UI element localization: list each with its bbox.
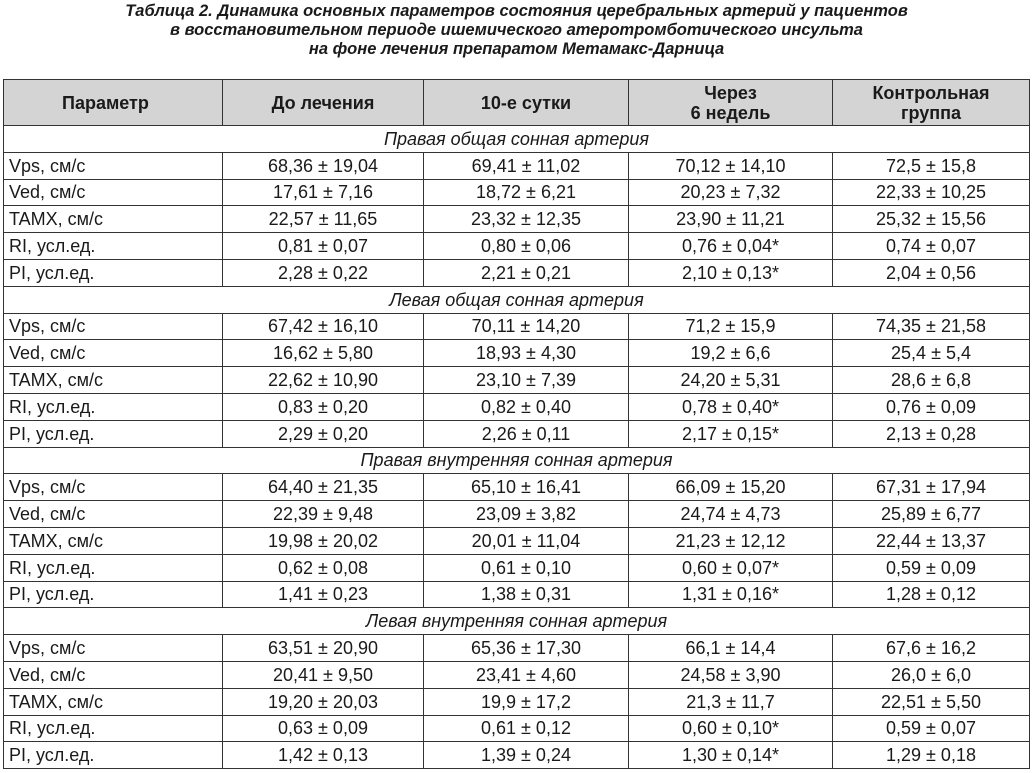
day-10-cell: 70,11 ± 14,20	[424, 313, 629, 340]
day-10-cell: 23,09 ± 3,82	[424, 501, 629, 528]
table-caption	[0, 2, 1033, 59]
table-header-row	[4, 80, 1030, 126]
control-group-cell: 25,32 ± 15,56	[833, 206, 1030, 233]
header-after-6-weeks-line1: Через	[704, 82, 757, 103]
parameter-cell: PI, усл.ед.	[4, 742, 223, 769]
section-title: Левая внутренняя сонная артерия	[4, 608, 1030, 635]
parameter-cell: Vps, см/с	[4, 635, 223, 662]
table-row	[4, 313, 1030, 340]
parameter-cell: Vps, см/с	[4, 313, 223, 340]
day-10-cell: 0,61 ± 0,12	[424, 715, 629, 742]
parameter-cell: PI, усл.ед.	[4, 259, 223, 286]
control-group-cell: 25,89 ± 6,77	[833, 501, 1030, 528]
parameter-cell: RI, усл.ед.	[4, 233, 223, 260]
after-6-weeks-cell: 23,90 ± 11,21	[629, 206, 833, 233]
before-treatment-cell: 22,57 ± 11,65	[223, 206, 424, 233]
table-body	[4, 126, 1030, 769]
before-treatment-cell: 22,39 ± 9,48	[223, 501, 424, 528]
control-group-cell: 0,74 ± 0,07	[833, 233, 1030, 260]
control-group-cell: 67,6 ± 16,2	[833, 635, 1030, 662]
parameters-table	[3, 79, 1030, 769]
day-10-cell: 23,41 ± 4,60	[424, 661, 629, 688]
table-row	[4, 474, 1030, 501]
header-control-group	[833, 80, 1030, 126]
parameter-cell: Ved, см/с	[4, 179, 223, 206]
after-6-weeks-cell: 24,20 ± 5,31	[629, 367, 833, 394]
section-row	[4, 447, 1030, 474]
after-6-weeks-cell: 1,31 ± 0,16*	[629, 581, 833, 608]
table-row	[4, 715, 1030, 742]
control-group-cell: 1,29 ± 0,18	[833, 742, 1030, 769]
day-10-cell: 1,39 ± 0,24	[424, 742, 629, 769]
after-6-weeks-cell: 21,23 ± 12,12	[629, 527, 833, 554]
control-group-cell: 0,59 ± 0,09	[833, 554, 1030, 581]
control-group-cell: 2,13 ± 0,28	[833, 420, 1030, 447]
section-row	[4, 286, 1030, 313]
before-treatment-cell: 19,98 ± 20,02	[223, 527, 424, 554]
day-10-cell: 2,26 ± 0,11	[424, 420, 629, 447]
section-title: Правая общая сонная артерия	[4, 126, 1030, 153]
caption-line: в восстановительном периоде ишемического атеротромботического инсульта	[170, 21, 863, 39]
before-treatment-cell: 19,20 ± 20,03	[223, 688, 424, 715]
header-control-group-line1: Контрольная	[872, 82, 990, 103]
before-treatment-cell: 1,41 ± 0,23	[223, 581, 424, 608]
header-after-6-weeks	[629, 80, 833, 126]
before-treatment-cell: 16,62 ± 5,80	[223, 340, 424, 367]
control-group-cell: 25,4 ± 5,4	[833, 340, 1030, 367]
after-6-weeks-cell: 66,09 ± 15,20	[629, 474, 833, 501]
caption-line: на фоне лечения препаратом Метамакс-Дарница	[308, 40, 725, 58]
parameter-cell: TAMX, см/с	[4, 527, 223, 554]
before-treatment-cell: 68,36 ± 19,04	[223, 152, 424, 179]
caption-line: Таблица 2. Динамика основных параметров состояния церебральных артерий у пациентов	[125, 2, 908, 20]
control-group-cell: 0,59 ± 0,07	[833, 715, 1030, 742]
day-10-cell: 0,82 ± 0,40	[424, 393, 629, 420]
header-control-group-line2: группа	[900, 102, 962, 123]
day-10-cell: 69,41 ± 11,02	[424, 152, 629, 179]
before-treatment-cell: 22,62 ± 10,90	[223, 367, 424, 394]
table-row	[4, 554, 1030, 581]
section-row	[4, 608, 1030, 635]
after-6-weeks-cell: 0,60 ± 0,10*	[629, 715, 833, 742]
before-treatment-cell: 0,63 ± 0,09	[223, 715, 424, 742]
before-treatment-cell: 67,42 ± 16,10	[223, 313, 424, 340]
parameter-cell: TAMX, см/с	[4, 206, 223, 233]
before-treatment-cell: 0,81 ± 0,07	[223, 233, 424, 260]
section-title: Левая общая сонная артерия	[4, 286, 1030, 313]
after-6-weeks-cell: 20,23 ± 7,32	[629, 179, 833, 206]
control-group-cell: 74,35 ± 21,58	[833, 313, 1030, 340]
table-row	[4, 393, 1030, 420]
before-treatment-cell: 20,41 ± 9,50	[223, 661, 424, 688]
after-6-weeks-cell: 19,2 ± 6,6	[629, 340, 833, 367]
parameter-cell: Vps, см/с	[4, 474, 223, 501]
table-row	[4, 367, 1030, 394]
before-treatment-cell: 0,83 ± 0,20	[223, 393, 424, 420]
after-6-weeks-cell: 66,1 ± 14,4	[629, 635, 833, 662]
after-6-weeks-cell: 24,58 ± 3,90	[629, 661, 833, 688]
table-row	[4, 259, 1030, 286]
control-group-cell: 22,44 ± 13,37	[833, 527, 1030, 554]
parameter-cell: Ved, см/с	[4, 661, 223, 688]
day-10-cell: 23,10 ± 7,39	[424, 367, 629, 394]
day-10-cell: 18,72 ± 6,21	[424, 179, 629, 206]
table-row	[4, 152, 1030, 179]
control-group-cell: 67,31 ± 17,94	[833, 474, 1030, 501]
section-row	[4, 126, 1030, 153]
header-after-6-weeks-line2: 6 недель	[690, 102, 771, 123]
before-treatment-cell: 0,62 ± 0,08	[223, 554, 424, 581]
table-row	[4, 742, 1030, 769]
after-6-weeks-cell: 0,60 ± 0,07*	[629, 554, 833, 581]
day-10-cell: 65,36 ± 17,30	[424, 635, 629, 662]
control-group-cell: 1,28 ± 0,12	[833, 581, 1030, 608]
table-row	[4, 635, 1030, 662]
day-10-cell: 23,32 ± 12,35	[424, 206, 629, 233]
control-group-cell: 26,0 ± 6,0	[833, 661, 1030, 688]
day-10-cell: 19,9 ± 17,2	[424, 688, 629, 715]
control-group-cell: 28,6 ± 6,8	[833, 367, 1030, 394]
table-row	[4, 179, 1030, 206]
day-10-cell: 1,38 ± 0,31	[424, 581, 629, 608]
parameter-cell: RI, усл.ед.	[4, 715, 223, 742]
day-10-cell: 65,10 ± 16,41	[424, 474, 629, 501]
control-group-cell: 72,5 ± 15,8	[833, 152, 1030, 179]
parameter-cell: Ved, см/с	[4, 340, 223, 367]
after-6-weeks-cell: 2,10 ± 0,13*	[629, 259, 833, 286]
after-6-weeks-cell: 0,78 ± 0,40*	[629, 393, 833, 420]
before-treatment-cell: 2,28 ± 0,22	[223, 259, 424, 286]
table-row	[4, 233, 1030, 260]
header-before-treatment: До лечения	[223, 80, 424, 126]
before-treatment-cell: 63,51 ± 20,90	[223, 635, 424, 662]
parameter-cell: RI, усл.ед.	[4, 554, 223, 581]
parameter-cell: TAMX, см/с	[4, 367, 223, 394]
parameter-cell: Ved, см/с	[4, 501, 223, 528]
parameter-cell: Vps, см/с	[4, 152, 223, 179]
table-row	[4, 527, 1030, 554]
day-10-cell: 20,01 ± 11,04	[424, 527, 629, 554]
after-6-weeks-cell: 70,12 ± 14,10	[629, 152, 833, 179]
table-row	[4, 206, 1030, 233]
after-6-weeks-cell: 24,74 ± 4,73	[629, 501, 833, 528]
control-group-cell: 2,04 ± 0,56	[833, 259, 1030, 286]
before-treatment-cell: 64,40 ± 21,35	[223, 474, 424, 501]
parameter-cell: RI, усл.ед.	[4, 393, 223, 420]
day-10-cell: 18,93 ± 4,30	[424, 340, 629, 367]
table-row	[4, 688, 1030, 715]
header-parameter: Параметр	[4, 80, 223, 126]
after-6-weeks-cell: 71,2 ± 15,9	[629, 313, 833, 340]
day-10-cell: 0,80 ± 0,06	[424, 233, 629, 260]
before-treatment-cell: 1,42 ± 0,13	[223, 742, 424, 769]
parameter-cell: PI, усл.ед.	[4, 581, 223, 608]
parameter-cell: PI, усл.ед.	[4, 420, 223, 447]
section-title: Правая внутренняя сонная артерия	[4, 447, 1030, 474]
control-group-cell: 22,33 ± 10,25	[833, 179, 1030, 206]
table-row	[4, 420, 1030, 447]
table-row	[4, 661, 1030, 688]
after-6-weeks-cell: 21,3 ± 11,7	[629, 688, 833, 715]
control-group-cell: 0,76 ± 0,09	[833, 393, 1030, 420]
after-6-weeks-cell: 2,17 ± 0,15*	[629, 420, 833, 447]
before-treatment-cell: 2,29 ± 0,20	[223, 420, 424, 447]
day-10-cell: 0,61 ± 0,10	[424, 554, 629, 581]
after-6-weeks-cell: 0,76 ± 0,04*	[629, 233, 833, 260]
before-treatment-cell: 17,61 ± 7,16	[223, 179, 424, 206]
parameter-cell: TAMX, см/с	[4, 688, 223, 715]
table-row	[4, 581, 1030, 608]
control-group-cell: 22,51 ± 5,50	[833, 688, 1030, 715]
after-6-weeks-cell: 1,30 ± 0,14*	[629, 742, 833, 769]
day-10-cell: 2,21 ± 0,21	[424, 259, 629, 286]
header-day-10: 10-е сутки	[424, 80, 629, 126]
table-row	[4, 501, 1030, 528]
table-row	[4, 340, 1030, 367]
